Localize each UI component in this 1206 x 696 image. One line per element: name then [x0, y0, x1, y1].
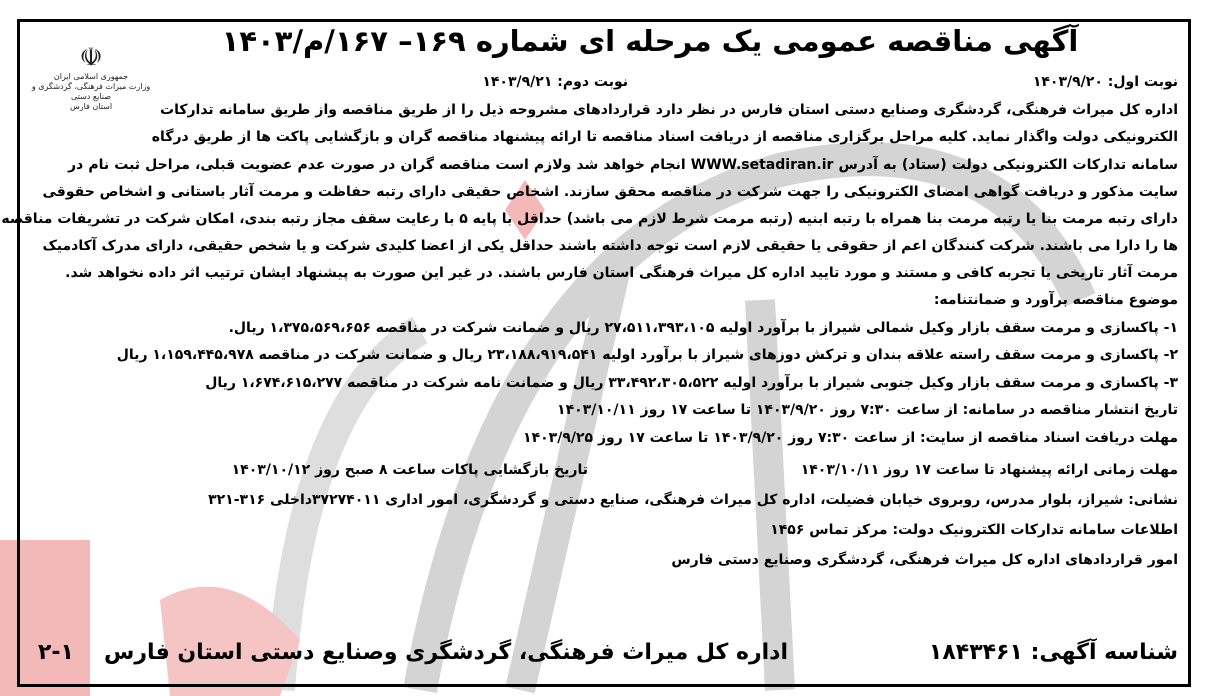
footer-org: اداره کل میراث فرهنگی، گردشگری وصنایع دستی استان فارس [104, 640, 788, 665]
second-run-date: نوبت دوم: ۱۴۰۳/۹/۲۱ [482, 74, 628, 90]
intro-line: الکترونیکی دولت واگذار نماید. کلیه مراحل برگزاری مناقصه از دریافت اسناد مناقصه تا ارائه پیشنهاد مناقصه گران و بازگشایی پاکت ها از طریق درگاه [151, 129, 1178, 145]
intro-line: ها را دارا می باشند. شرکت کنندگان اعم از حقوقی یا حقیقی لازم است توجه داشته باشند حداقل یکی از اعضا کلیدی شرکت و یا شخص حقیقی، دارای مدرک آکادمیک [42, 238, 1178, 254]
page-code: ۲-۱ [38, 640, 74, 665]
notice-title: آگهی مناقصه عمومی یک مرحله ای شماره ۱۶۹– ۱۶۷/م/۱۴۰۳ [221, 24, 1079, 58]
subject-heading: موضوع مناقصه برآورد و ضمانتنامه: [933, 292, 1178, 308]
system-info: اطلاعات سامانه تدارکات الکترونیک دولت: مرکز تماس ۱۴۵۶ [770, 522, 1178, 538]
logo-line: استان فارس [69, 102, 113, 111]
ministry-logo [26, 44, 156, 112]
first-run-date: نوبت اول: ۱۴۰۳/۹/۲۰ [1032, 74, 1178, 90]
intro-line: دارای رتبه مرمت بنا یا رتبه مرمت بنا همراه با رتبه ابنیه (رتبه مرمت شرط لازم می باشد) حداقل با پایه ۵ با رعایت سقف مجاز رتبه بندی، امکان شرکت در تشریفات مناقصه [1, 211, 1178, 227]
tender-item: ۳- پاکسازی و مرمت سقف بازار وکیل جنوبی شیراز با برآورد اولیه ۳۳،۴۹۲،۳۰۵،۵۲۲ ریال و ضمانت نامه شرکت در مناقصه ۱،۶۷۴،۶۱۵،۲۷۷ ریال [205, 375, 1178, 391]
tender-item: ۲- پاکسازی و مرمت سقف راسته علاقه بندان و ترکش دوزهای شیراز با برآورد اولیه ۲۳،۱۸۸،۹۱۹،۵۴۱ ریال و ضمانت شرکت در مناقصه ۱،۱۵۹،۴۴۵،۹۷۸ ریال [116, 347, 1178, 363]
emblem-icon: ☫ [79, 43, 103, 73]
address: نشانی: شیراز، بلوار مدرس، روبروی خیابان فضیلت، اداره کل میراث فرهنگی، صنایع دستی و گردشگری، امور اداری ۳۷۲۷۴۰۱۱داخلی ۳۱۶-۳۲۱ [208, 492, 1178, 508]
document-deadline: مهلت دریافت اسناد مناقصه از سایت: از ساعت ۷:۳۰ روز ۱۴۰۳/۹/۲۰ تا ساعت ۱۷ روز ۱۴۰۳/۹/۲۵ [523, 430, 1178, 446]
publish-period: تاریخ انتشار مناقصه در سامانه: از ساعت ۷:۳۰ روز ۱۴۰۳/۹/۲۰ تا ساعت ۱۷ روز ۱۴۰۳/۱۰/۱۱ [557, 402, 1178, 418]
tender-item: ۱- پاکسازی و مرمت سقف بازار وکیل شمالی شیراز با برآورد اولیه ۲۷،۵۱۱،۳۹۳،۱۰۵ ریال و ضمانت شرکت در مناقصه ۱،۳۷۵،۵۶۹،۶۵۶ ریال. [228, 320, 1178, 336]
ad-id: شناسه آگهی: ۱۸۴۳۴۶۱ [928, 640, 1178, 665]
opening-date: تاریخ بازگشایی پاکات ساعت ۸ صبح روز ۱۴۰۳/۱۰/۱۲ [231, 462, 588, 478]
contracts-department: امور قراردادهای اداره کل میراث فرهنگی، گردشگری وصنایع دستی فارس [671, 552, 1178, 568]
intro-line: سامانه تدارکات الکترونیکی دولت (ستاد) به آدرس WWW.setadiran.ir انجام خواهد شد ولازم است مناقصه گران در صورت عدم عضویت قبلی، مراحل ثبت نام در [68, 157, 1178, 173]
logo-line: وزارت میراث فرهنگی، گردشگری و صنایع دستی [31, 82, 151, 101]
intro-line: اداره کل میراث فرهنگی، گردشگری وصنایع دستی استان فارس در نظر دارد قراردادهای مشروحه ذیل را از طریق مناقصه واز طریق سامانه تدارکات [160, 102, 1178, 118]
logo-line: جمهوری اسلامی ایران [53, 72, 129, 81]
intro-line: سایت مذکور و دریافت گواهی امضای الکترونیکی را جهت شرکت در مناقصه محقق سازند. اشخاص حقیقی دارای رتبه حفاظت و مرمت آثار باستانی و اشخاص حقوقی [42, 184, 1178, 200]
intro-line: مرمت آثار تاریخی یا تجربه کافی و مستند و مورد تایید اداره کل میراث فرهنگی استان فارس باشند. در غیر این صورت به پیشنهاد ایشان ترتیب اثر داده نخواهد شد. [65, 265, 1178, 281]
bid-deadline: مهلت زمانی ارائه پیشنهاد تا ساعت ۱۷ روز ۱۴۰۳/۱۰/۱۱ [800, 462, 1178, 478]
tender-notice [1, 19, 1191, 687]
